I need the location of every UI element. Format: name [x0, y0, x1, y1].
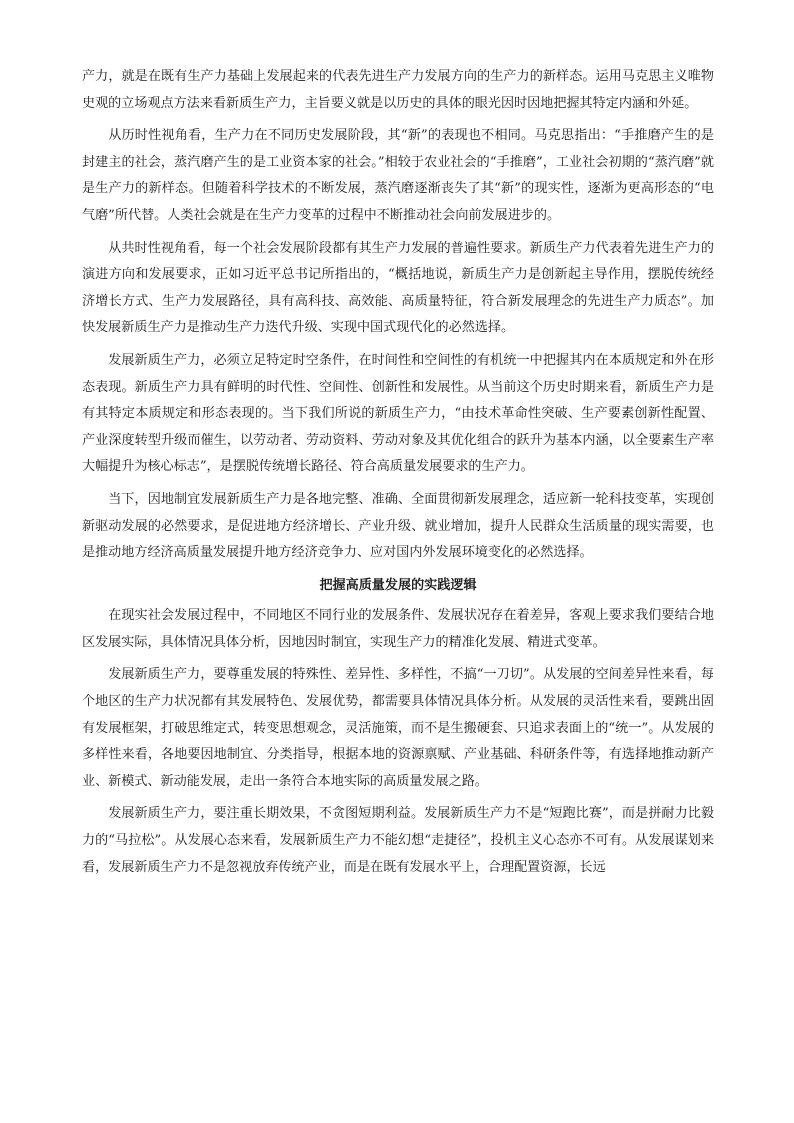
section-heading: 把握高质量发展的实践逻辑: [319, 577, 477, 593]
paragraph-continued: 产力，就是在既有生产力基础上发展起来的代表先进生产力发展方向的生产力的新样态。运用马克思主义唯物史观的立场观点方法来看新质生产力，主旨要义就是以历史的具体的眼光因时因地把握其特定内涵和外延。: [82, 69, 714, 111]
paragraph-practice-intro: 在现实社会发展过程中，不同地区不同行业的发展条件、发展状况存在着差异，客观上要求我们要结合地区发展实际，具体情况具体分析，因地因时制宜，实现生产力的精准化发展、精进式变革。: [82, 608, 714, 650]
paragraph-diachronic: 从历时性视角看，生产力在不同历史发展阶段，其“新”的表现也不相同。马克思指出：“手推磨产生的是封建主的社会，蒸汽磨产生的是工业资本家的社会。”相较于农业社会的“手推磨”，工业社会初期的“蒸汽磨”就是生产力的新样态。但随着科学技术的不断发展，蒸汽磨逐渐丧失了其“新”的现实性，逐渐为更高形态的“电气磨”所代替。人类社会就是在生产力变革的过程中不断推动社会向前发展进步的。: [82, 128, 714, 223]
paragraph-long-term: 发展新质生产力，要注重长期效果，不贪图短期利益。发展新质生产力不是“短跑比赛”，而是拼耐力比毅力的“马拉松”。从发展心态来看，发展新质生产力不能幻想“走捷径”，投机主义心态亦不可有。从发展谋划来看，发展新质生产力不是忽视放弃传统产业，而是在既有发展水平上，合理配置资源，长远: [82, 806, 714, 875]
paragraph-synchronic: 从共时性视角看，每一个社会发展阶段都有其生产力发展的普遍性要求。新质生产力代表着先进生产力的演进方向和发展要求，正如习近平总书记所指出的，“概括地说，新质生产力是创新起主导作用，摆脱传统经济增长方式、生产力发展路径，具有高科技、高效能、高质量特征，符合新发展理念的先进生产力质态”。加快发展新质生产力是推动生产力迭代升级、实现中国式现代化的必然选择。: [82, 240, 714, 336]
paragraph-local-conditions: 当下，因地制宜发展新质生产力是各地完整、准确、全面贯彻新发展理念，适应新一轮科技变革，实现创新驱动发展的必然要求，是促进地方经济增长、产业升级、就业增加，提升人民群众生活质量的现实需要，也是推动地方经济高质量发展提升地方经济竞争力、应对国内外发展环境变化的必然选择。: [82, 491, 714, 561]
document-page: [82, 64, 714, 887]
paragraph-spatiotemporal: 发展新质生产力，必须立足特定时空条件，在时间性和空间性的有机统一中把握其内在本质规定和外在形态表现。新质生产力具有鲜明的时代性、空间性、创新性和发展性。从当前这个历史时期来看，新质生产力是有其特定本质规定和形态表现的。当下我们所说的新质生产力，“由技术革命性突破、生产要素创新性配置、产业深度转型升级而催生，以劳动者、劳动资料、劳动对象及其优化组合的跃升为基本内涵，以全要素生产率大幅提升为核心标志”，是摆脱传统增长路径、符合高质量发展要求的生产力。: [82, 352, 714, 475]
paragraph-diversity: 发展新质生产力，要尊重发展的特殊性、差异性、多样性，不搞“一刀切”。从发展的空间差异性来看，每个地区的生产力状况都有其发展特色、发展优势，都需要具体情况具体分析。从发展的灵活性来看，要跳出固有发展框架，打破思维定式，转变思想观念，灵活施策，而不是生搬硬套、只追求表面上的“统一”。从发展的多样性来看，各地要因地制宜、分类指导，根据本地的资源禀赋、产业基础、科研条件等，有选择地推动新产业、新模式、新动能发展，走出一条符合本地实际的高质量发展之路。: [82, 667, 714, 789]
